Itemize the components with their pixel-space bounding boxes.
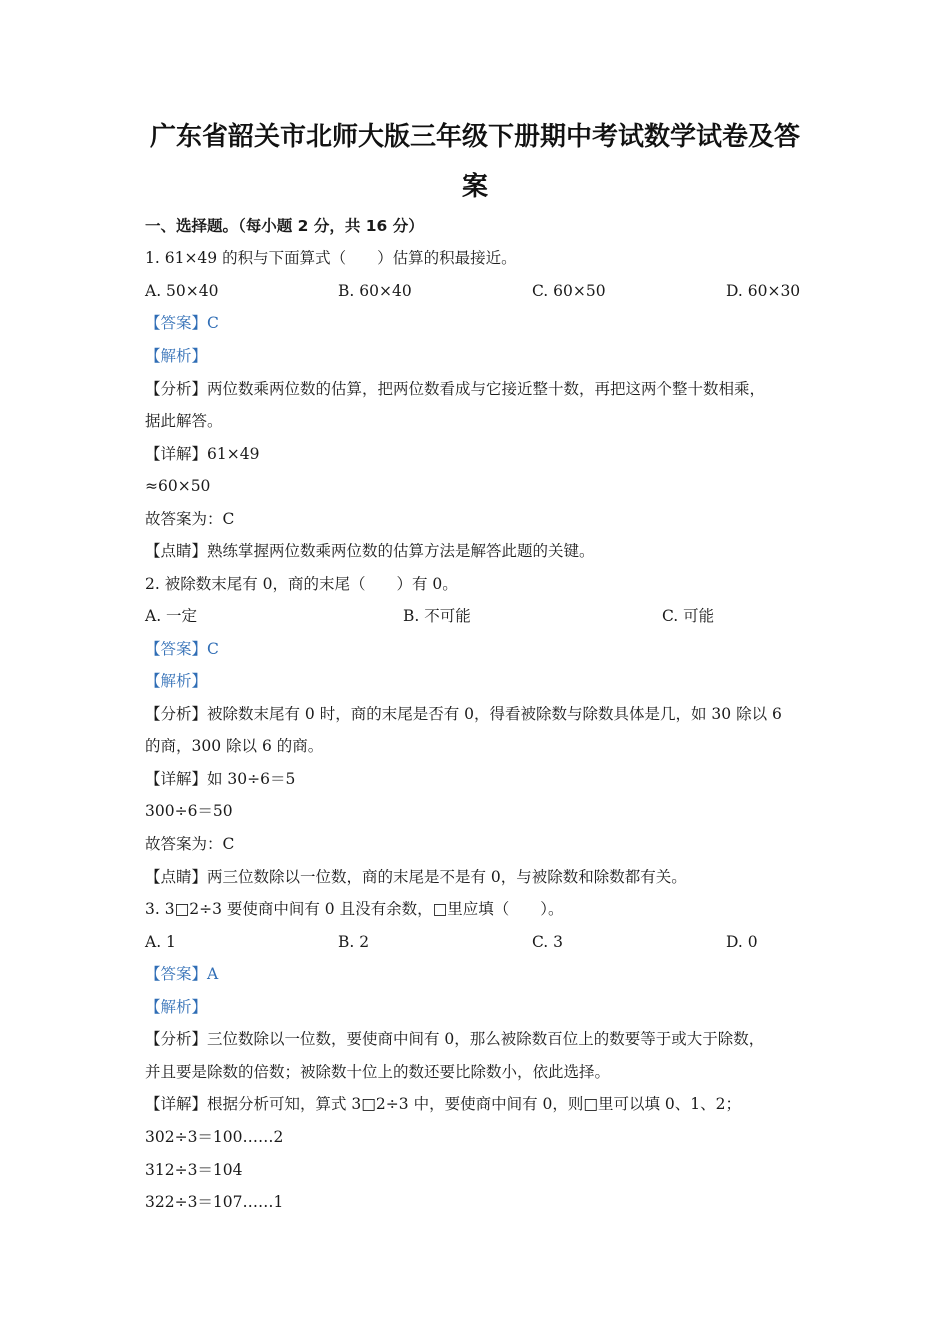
question-3-option-c: C. 3 [532,933,564,951]
question-2-answer: 【答案】C [145,640,219,658]
question-3-answer: 【答案】A [145,965,219,983]
section-heading: 一、选择题。（每小题 2 分，共 16 分） [145,217,424,235]
question-3-step-2: 312÷3＝104 [145,1161,243,1179]
question-3-option-b: B. 2 [338,933,370,951]
question-3-step-3: 322÷3＝107……1 [145,1193,284,1211]
question-1-answer: 【答案】C [145,314,219,332]
question-2-dianjing: 【点睛】两三位数除以一位数，商的末尾是不是有 0，与被除数和除数都有关。 [145,868,687,886]
question-3-option-d: D. 0 [726,933,758,951]
question-3-fenxi-line-2: 并且要是除数的倍数；被除数十位上的数还要比除数小，依此选择。 [145,1063,611,1081]
question-1-stem: 1. 61×49 的积与下面算式（ ）估算的积最接近。 [145,249,517,267]
question-2-analysis-label: 【解析】 [145,672,208,690]
question-2-option-a: A. 一定 [145,607,198,625]
question-2-fenxi-line-1: 【分析】被除数末尾有 0 时，商的末尾是否有 0，得看被除数与除数具体是几，如 30 除以 6 [145,705,782,723]
document-title-line-2: 案 [461,172,488,202]
question-2-option-c: C. 可能 [662,607,715,625]
question-2-stem: 2. 被除数末尾有 0，商的末尾（ ）有 0。 [145,575,458,593]
question-1-step-1: ≈60×50 [145,477,211,495]
question-1-fenxi-line-2: 据此解答。 [145,412,223,430]
question-2-step-1: 300÷6＝50 [145,802,233,820]
question-1-conclusion: 故答案为：C [145,510,235,528]
question-3-option-a: A. 1 [145,933,176,951]
question-2-conclusion: 故答案为：C [145,835,235,853]
question-1-option-c: C. 60×50 [532,282,606,300]
question-3-fenxi-line-1: 【分析】三位数除以一位数，要使商中间有 0，那么被除数百位上的数要等于或大于除数， [145,1030,765,1048]
question-1-analysis-label: 【解析】 [145,347,208,365]
question-3-step-1: 302÷3＝100……2 [145,1128,284,1146]
question-1-option-d: D. 60×30 [726,282,801,300]
document-title-line-1: 广东省韶关市北师大版三年级下册期中考试数学试卷及答 [149,122,800,152]
question-2-fenxi-line-2: 的商，300 除以 6 的商。 [145,737,324,755]
question-3-stem: 3. 3□2÷3 要使商中间有 0 且没有余数，□里应填（ ）。 [145,900,564,918]
question-1-option-b: B. 60×40 [338,282,412,300]
question-1-option-a: A. 50×40 [145,282,219,300]
question-1-fenxi-line-1: 【分析】两位数乘两位数的估算，把两位数看成与它接近整十数，再把这两个整十数相乘， [145,380,766,398]
question-1-dianjing: 【点睛】熟练掌握两位数乘两位数的估算方法是解答此题的关键。 [145,542,595,560]
question-2-xiangjie: 【详解】如 30÷6＝5 [145,770,296,788]
question-3-xiangjie: 【详解】根据分析可知，算式 3□2÷3 中，要使商中间有 0，则□里可以填 0、1、2； [145,1095,742,1113]
question-1-xiangjie: 【详解】61×49 [145,445,260,463]
question-3-analysis-label: 【解析】 [145,998,208,1016]
question-2-option-b: B. 不可能 [403,607,471,625]
